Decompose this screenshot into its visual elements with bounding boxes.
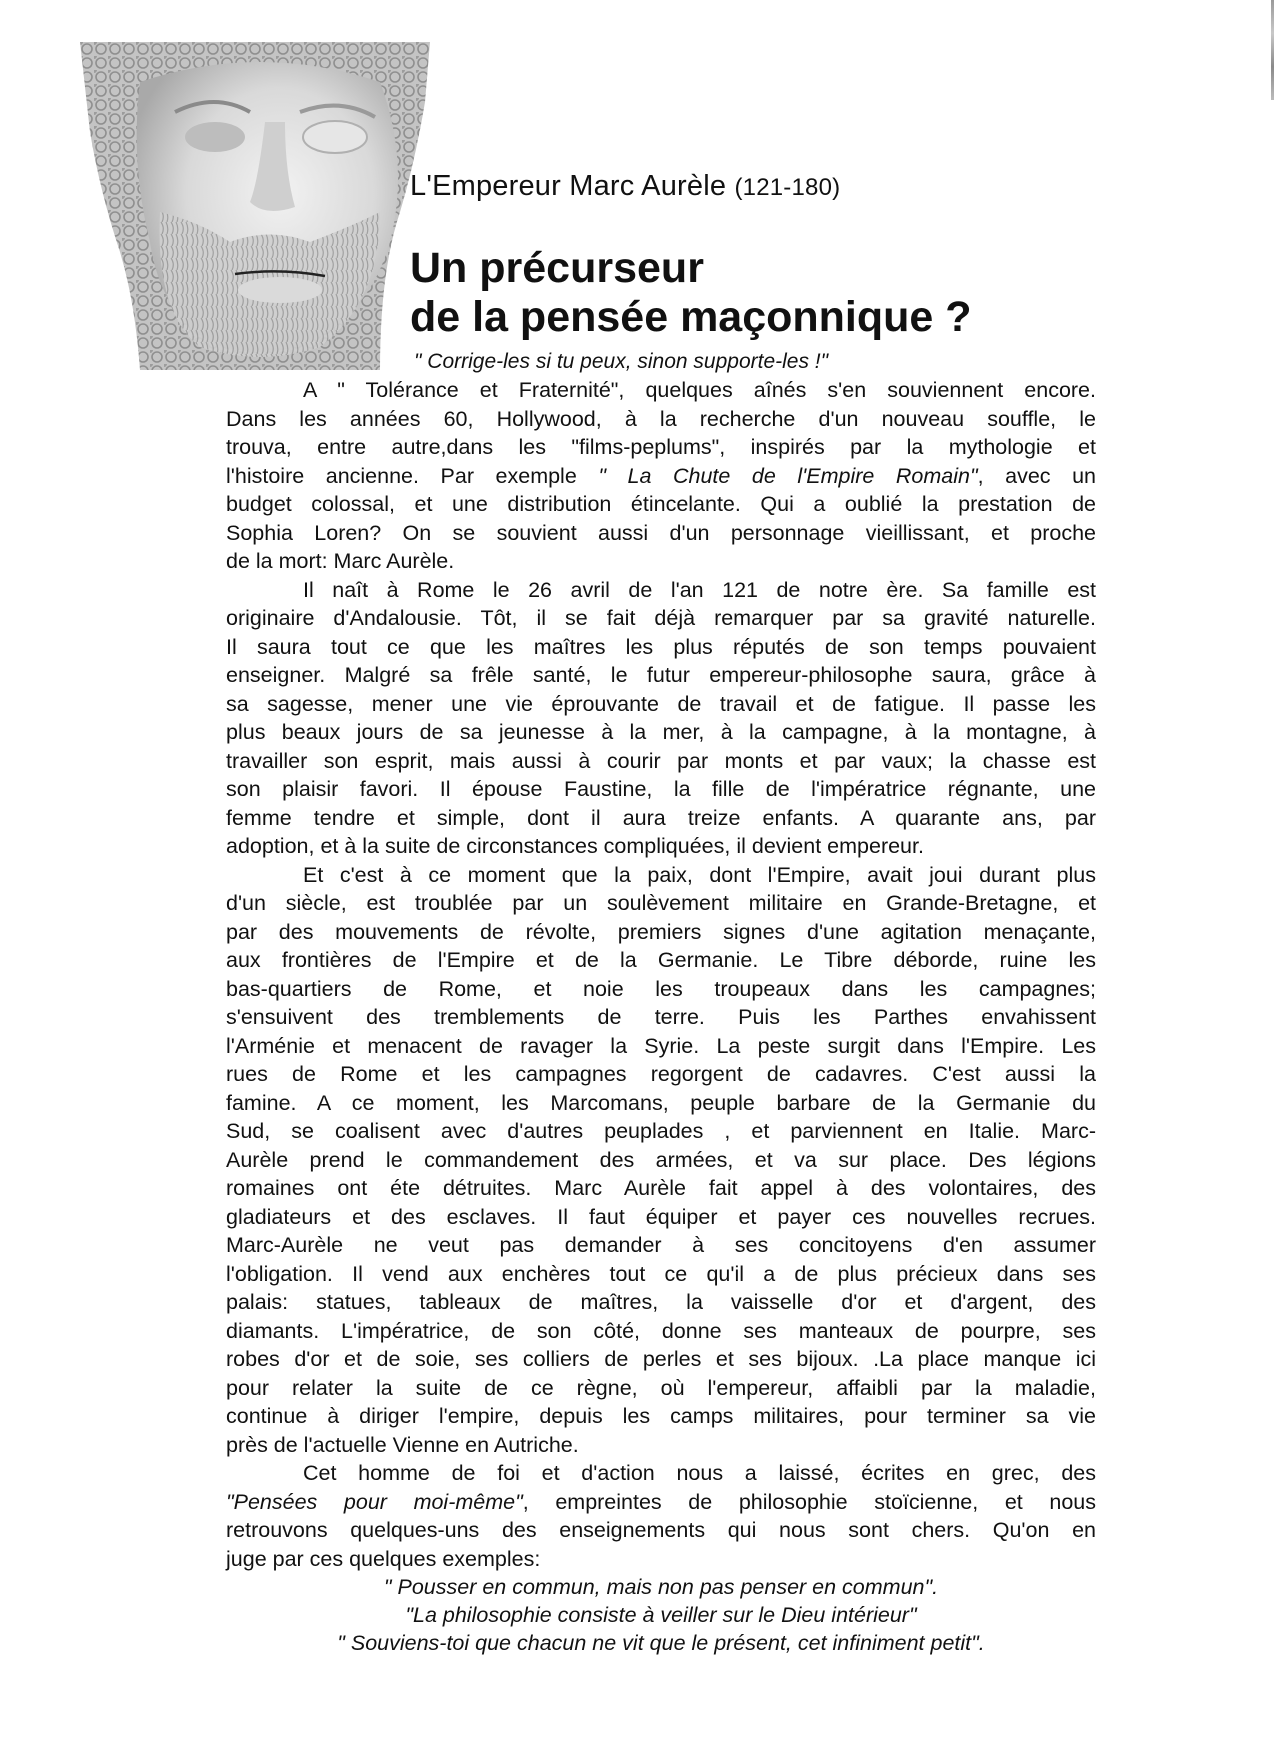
text-line: Dans les années 60, Hollywood, à la recherche d'un nouveau souffle, le bbox=[226, 406, 1096, 431]
paragraph-3 bbox=[226, 861, 1096, 1460]
text-line: Il saura tout ce que les maîtres les plus réputés de son temps pouvaient bbox=[226, 634, 1096, 659]
text-line: palais: statues, tableaux de maîtres, la vaisselle d'or et d'argent, des bbox=[226, 1290, 1096, 1314]
text-line: l'obligation. Il vend aux enchères tout ce qu'il a de plus précieux dans ses bbox=[226, 1261, 1096, 1286]
text-line: près de l'actuelle Vienne en Autriche. bbox=[226, 1432, 579, 1457]
text-line: son plaisir favori. Il épouse Faustine, la fille de l'impératrice régnante, une bbox=[226, 777, 1096, 801]
paragraph-4 bbox=[226, 1459, 1096, 1573]
book-title: "Pensées pour moi-même" bbox=[226, 1489, 523, 1514]
text-line: plus beaux jours de sa jeunesse à la mer, à la campagne, à la montagne, à bbox=[226, 720, 1096, 744]
text-line: robes d'or et de soie, ses colliers de perles et ses bijoux. .La place manque ici bbox=[226, 1347, 1096, 1371]
text-line: Sud, se coalisent avec d'autres peuplades , et parviennent en Italie. Marc- bbox=[226, 1119, 1096, 1143]
text-segment: , empreintes de philosophie stoïcienne, et nous bbox=[522, 1489, 1096, 1514]
paragraph-1 bbox=[226, 376, 1096, 576]
text-line: famine. A ce moment, les Marcomans, peuple barbare de la Germanie du bbox=[226, 1090, 1096, 1115]
text-line bbox=[226, 462, 1096, 491]
text-line: bas-quartiers de Rome, et noie les troupeaux dans les campagnes; bbox=[226, 976, 1096, 1001]
text-line: rues de Rome et les campagnes regorgent de cadavres. C'est aussi la bbox=[226, 1062, 1096, 1086]
text-line: Et c'est à ce moment que la paix, dont l'Empire, avait joui durant plus bbox=[303, 862, 1096, 887]
text-line: continue à diriger l'empire, depuis les camps militaires, pour terminer sa vie bbox=[226, 1404, 1096, 1428]
article-title bbox=[410, 244, 972, 342]
text-segment: , avec un bbox=[977, 463, 1097, 488]
text-line bbox=[226, 1488, 1096, 1517]
text-line: diamants. L'impératrice, de son côté, donne ses manteaux de pourpre, ses bbox=[226, 1318, 1096, 1343]
text-line: trouva, entre autre,dans les "films-peplums", inspirés par la mythologie et bbox=[226, 435, 1096, 459]
text-line: A " Tolérance et Fraternité", quelques aînés s'en souviennent encore. bbox=[303, 378, 1096, 402]
quote-line: " Pousser en commun, mais non pas penser en commun". bbox=[383, 1575, 939, 1599]
article-subtitle bbox=[410, 170, 840, 203]
motto-quote: " Corrige-les si tu peux, sinon supporte-les !" bbox=[414, 350, 829, 373]
text-line: retrouvons quelques-uns des enseignements qui nous sont chers. Qu'on en bbox=[226, 1518, 1096, 1542]
text-line: par des mouvements de révolte, premiers signes d'une agitation menaçante, bbox=[226, 919, 1096, 944]
text-line: d'un siècle, est troublée par un soulèvement militaire en Grande-Bretagne, et bbox=[226, 891, 1096, 915]
text-line: adoption, et à la suite de circonstances compliquées, il devient empereur. bbox=[226, 834, 924, 858]
scan-edge-mark bbox=[1271, 0, 1274, 100]
text-line: sa sagesse, mener une vie éprouvante de travail et de fatigue. Il passe les bbox=[226, 691, 1096, 716]
article-body bbox=[226, 376, 1096, 1657]
title-line-2: de la pensée maçonnique ? bbox=[410, 293, 972, 341]
text-line: budget colossal, et une distribution étincelante. Qui a oublié la prestation de bbox=[226, 492, 1096, 516]
subtitle-name: L'Empereur Marc Aurèle bbox=[410, 170, 727, 202]
quote-line: "La philosophie consiste à veiller sur le Dieu intérieur" bbox=[405, 1603, 917, 1627]
subtitle-dates: (121-180) bbox=[734, 174, 841, 201]
text-line: femme tendre et simple, dont il aura treize enfants. A quarante ans, par bbox=[226, 805, 1096, 830]
text-line: Sophia Loren? On se souvient aussi d'un personnage vieillissant, et proche bbox=[226, 520, 1096, 545]
title-line-1: Un précurseur bbox=[410, 244, 704, 292]
film-title: " La Chute de l'Empire Romain" bbox=[598, 463, 978, 488]
text-line: Marc-Aurèle ne veut pas demander à ses concitoyens d'en assumer bbox=[226, 1233, 1096, 1257]
text-line: Cet homme de foi et d'action nous a laissé, écrites en grec, des bbox=[303, 1461, 1096, 1485]
text-line: s'ensuivent des tremblements de terre. Puis les Parthes envahissent bbox=[226, 1005, 1096, 1029]
text-line: de la mort: Marc Aurèle. bbox=[226, 549, 455, 573]
text-line: juge par ces quelques exemples: bbox=[226, 1546, 541, 1571]
text-line: romaines ont éte détruites. Marc Aurèle fait appel à des volontaires, des bbox=[226, 1176, 1096, 1200]
text-line: enseigner. Malgré sa frêle santé, le futur empereur-philosophe saura, grâce à bbox=[226, 663, 1096, 687]
quotes-block bbox=[226, 1573, 1096, 1657]
text-line: Aurèle prend le commandement des armées, et va sur place. Des légions bbox=[226, 1147, 1096, 1172]
text-line: travailler son esprit, mais aussi à courir par monts et par vaux; la chasse est bbox=[226, 748, 1096, 773]
text-line: gladiateurs et des esclaves. Il faut équiper et payer ces nouvelles recrues. bbox=[226, 1204, 1096, 1229]
paragraph-2 bbox=[226, 576, 1096, 861]
text-segment: l'histoire ancienne. Par exemple bbox=[226, 463, 599, 488]
text-line: l'Arménie et menacent de ravager la Syrie. La peste surgit dans l'Empire. Les bbox=[226, 1033, 1096, 1058]
text-line: originaire d'Andalousie. Tôt, il se fait déjà remarquer par sa gravité naturelle. bbox=[226, 606, 1096, 630]
text-line: pour relater la suite de ce règne, où l'empereur, affaibli par la maladie, bbox=[226, 1375, 1096, 1400]
text-line: Il naît à Rome le 26 avril de l'an 121 de notre ère. Sa famille est bbox=[303, 577, 1096, 602]
quote-line: " Souviens-toi que chacun ne vit que le présent, cet infiniment petit". bbox=[337, 1631, 985, 1655]
text-line: aux frontières de l'Empire et de la Germanie. Le Tibre déborde, ruine les bbox=[226, 948, 1096, 972]
